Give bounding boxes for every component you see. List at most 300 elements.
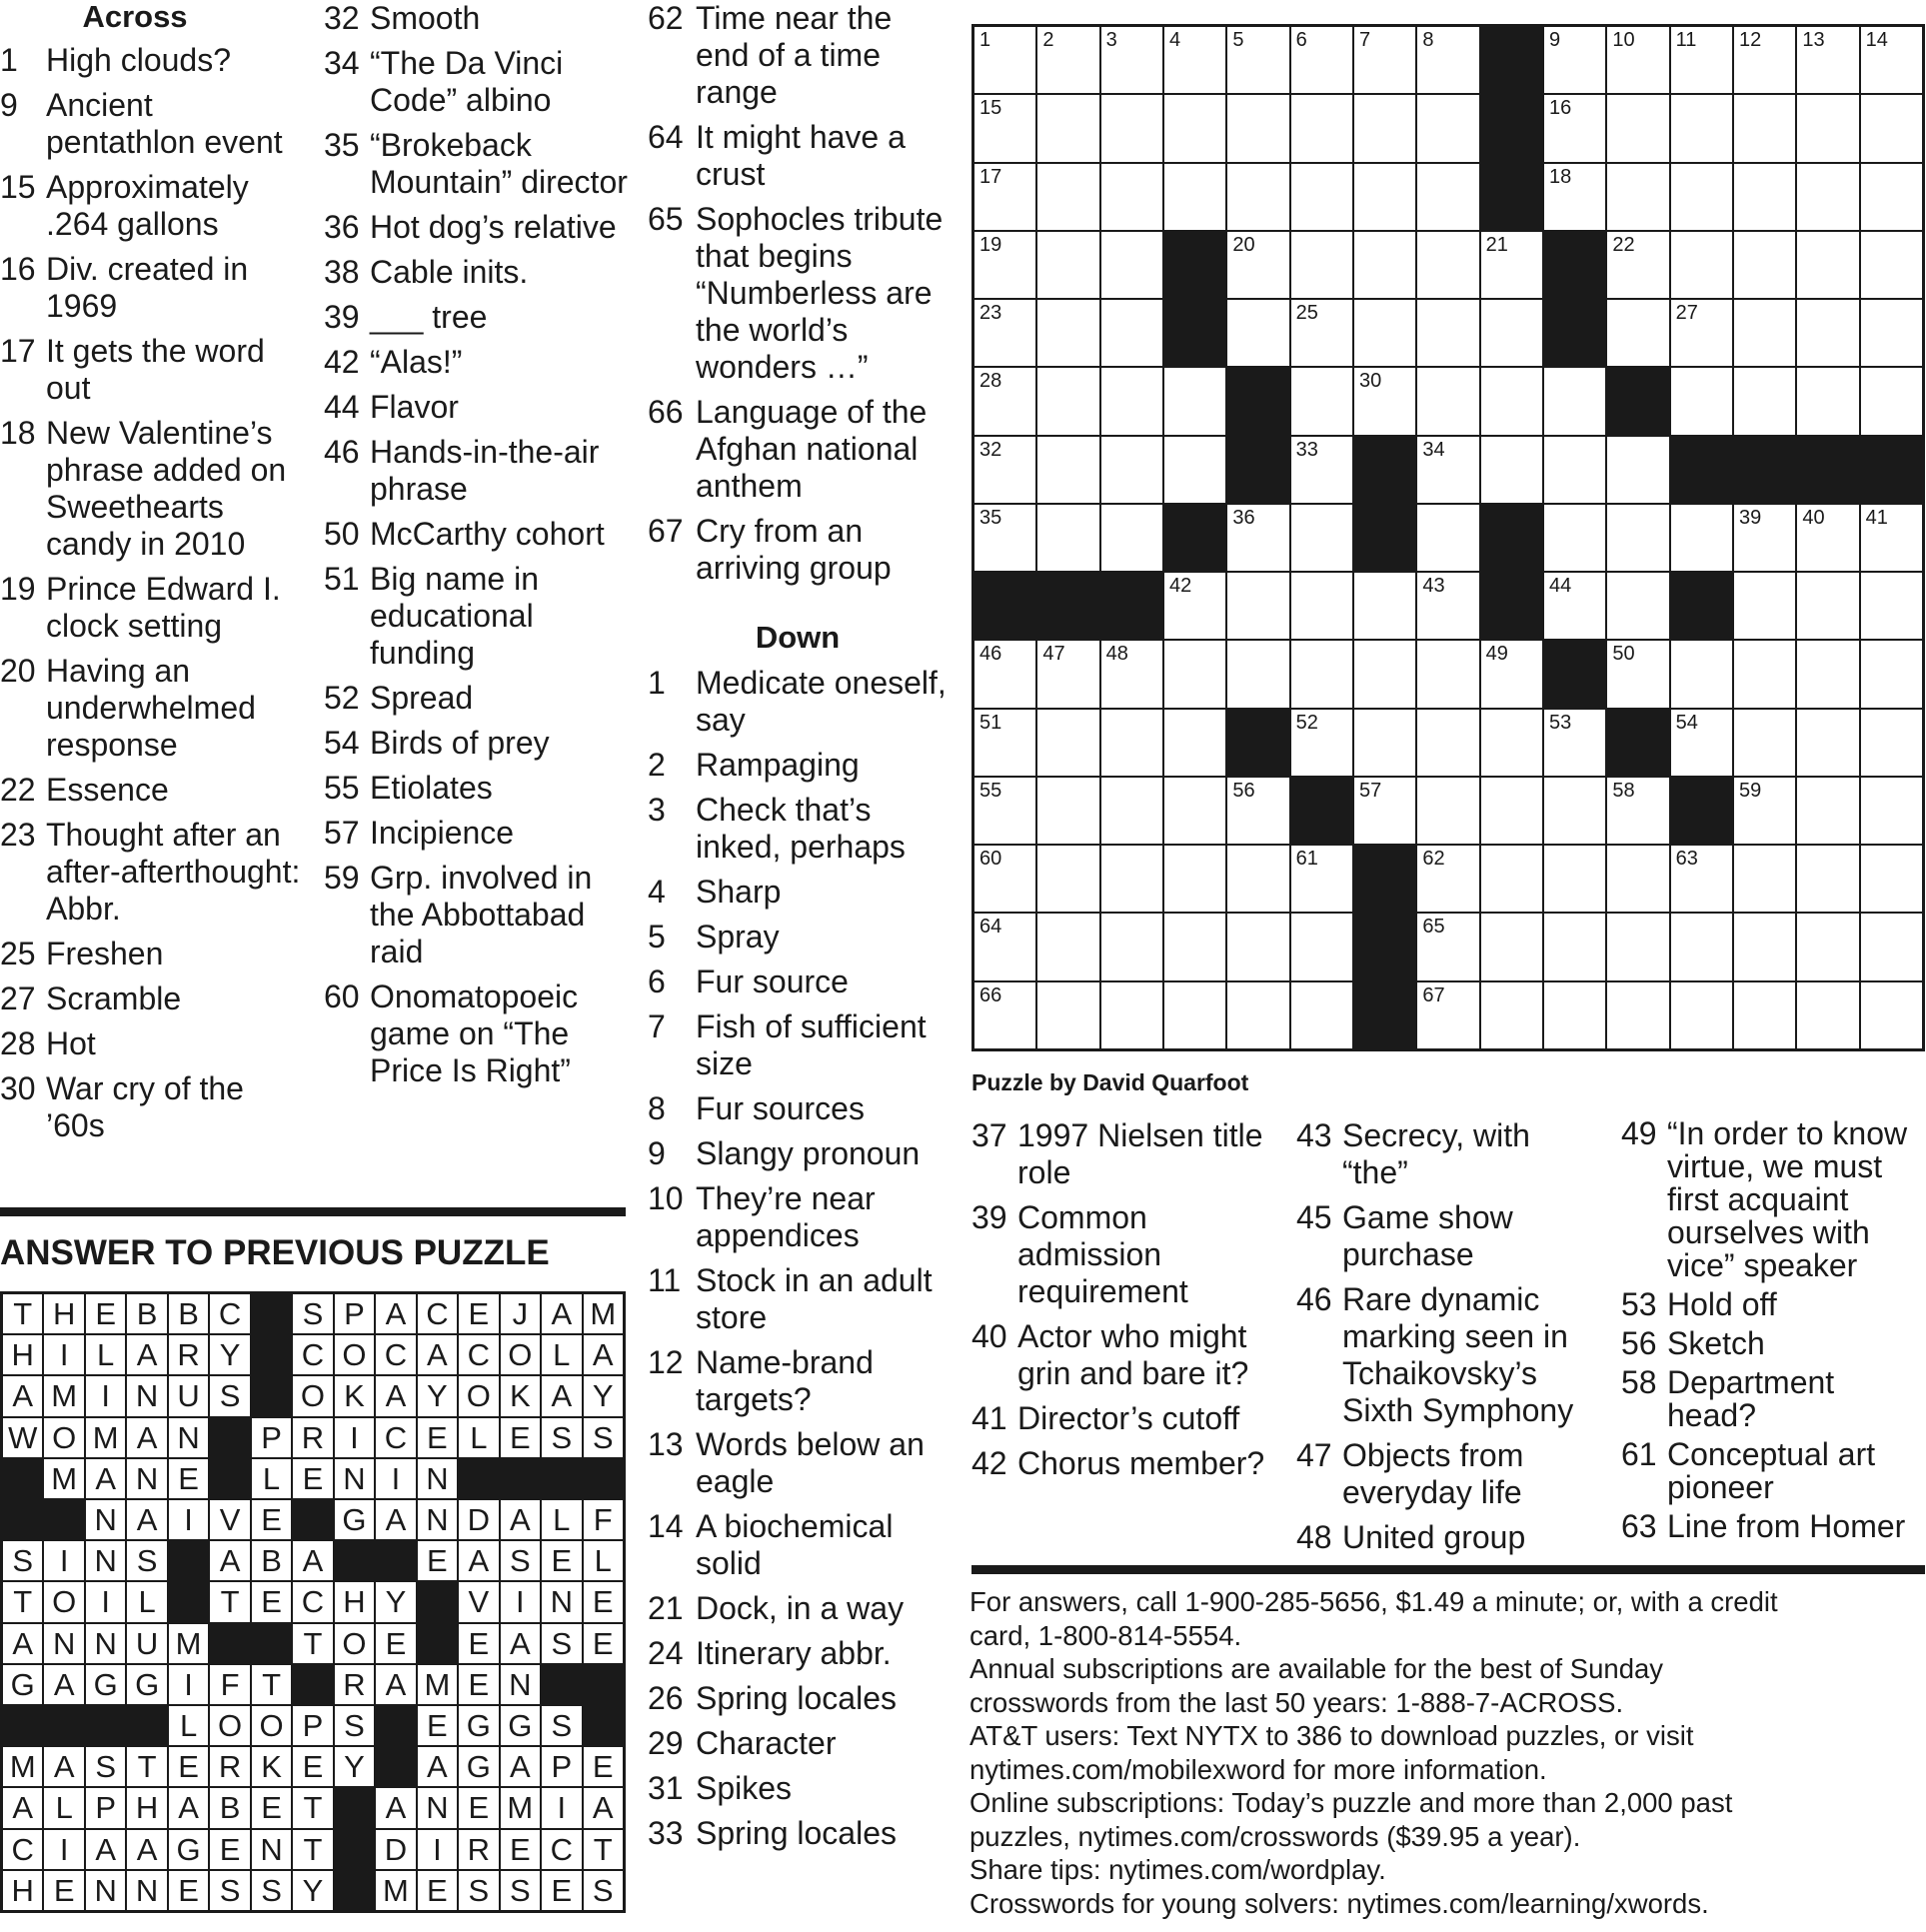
across-clue — [0, 87, 305, 161]
answer-letter: R — [168, 1334, 209, 1375]
crossword-cell[interactable] — [1606, 572, 1669, 640]
cell-number: 58 — [1612, 779, 1635, 802]
crossword-cell[interactable] — [1100, 777, 1163, 845]
crossword-cell[interactable] — [973, 163, 1036, 231]
crossword-cell[interactable] — [1543, 94, 1606, 162]
down-clue — [648, 1008, 948, 1082]
crossword-cell[interactable] — [1226, 572, 1289, 640]
clue-text: Secrecy, with “the” — [1342, 1117, 1530, 1190]
crossword-cell[interactable] — [1416, 367, 1479, 435]
clue-number: 23 — [0, 817, 36, 853]
crossword-cell[interactable] — [1416, 299, 1479, 367]
crossword-cell[interactable] — [1353, 163, 1416, 231]
clue-number: 46 — [1296, 1281, 1332, 1317]
answer-letter: N — [85, 1540, 126, 1581]
across-heading: Across — [82, 0, 188, 34]
clue-number: 36 — [324, 209, 360, 245]
down-clue — [1621, 1366, 1926, 1432]
crossword-cell[interactable] — [973, 640, 1036, 708]
crossword-cell[interactable] — [1543, 26, 1606, 94]
crossword-cell[interactable] — [1163, 709, 1226, 777]
crossword-cell[interactable] — [1733, 913, 1796, 980]
answer-letter: I — [417, 1829, 458, 1870]
crossword-cell[interactable] — [1796, 504, 1859, 572]
answer-letter: B — [168, 1293, 209, 1334]
crossword-cell[interactable] — [1100, 981, 1163, 1049]
crossword-cell[interactable] — [1226, 913, 1289, 980]
crossword-cell[interactable] — [1796, 709, 1859, 777]
down-clue — [1621, 1288, 1926, 1321]
answer-letter: N — [85, 1499, 126, 1540]
crossword-cell[interactable] — [1480, 845, 1543, 913]
crossword-cell[interactable] — [1860, 26, 1923, 94]
crossword-cell[interactable] — [1416, 913, 1479, 980]
crossword-cell[interactable] — [1606, 231, 1669, 299]
crossword-cell[interactable] — [1670, 845, 1733, 913]
cell-number: 12 — [1738, 29, 1762, 51]
crossword-cell[interactable] — [1163, 981, 1226, 1049]
crossword-cell[interactable] — [1290, 231, 1353, 299]
crossword-cell[interactable] — [1670, 913, 1733, 980]
crossword-cell[interactable] — [1860, 231, 1923, 299]
crossword-cell[interactable] — [1796, 640, 1859, 708]
crossword-cell[interactable] — [1860, 640, 1923, 708]
crossword-cell[interactable] — [973, 709, 1036, 777]
crossword-cell[interactable] — [1860, 913, 1923, 980]
crossword-cell[interactable] — [1036, 436, 1099, 504]
clue-text: Spread — [370, 680, 474, 716]
crossword-cell[interactable] — [1860, 845, 1923, 913]
crossword-cell[interactable] — [1163, 572, 1226, 640]
crossword-cell[interactable] — [1733, 777, 1796, 845]
crossword-cell[interactable] — [1480, 981, 1543, 1049]
crossword-cell[interactable] — [1416, 640, 1479, 708]
cell-number: 8 — [1422, 29, 1434, 51]
crossword-cell[interactable] — [973, 913, 1036, 980]
clue-number: 5 — [648, 919, 666, 955]
crossword-cell[interactable] — [1036, 367, 1099, 435]
crossword-cell[interactable] — [1036, 777, 1099, 845]
clue-text: Rare dynamic marking seen in Tchaikovsky’s Sixth Symphony — [1342, 1281, 1574, 1428]
crossword-cell[interactable] — [1290, 845, 1353, 913]
across-clue — [0, 653, 305, 764]
crossword-cell[interactable] — [1353, 367, 1416, 435]
crossword-cell[interactable] — [1480, 913, 1543, 980]
crossword-cell[interactable] — [1733, 504, 1796, 572]
clue-text: Line from Homer — [1667, 1508, 1906, 1544]
crossword-cell[interactable] — [1733, 26, 1796, 94]
down-clue — [648, 874, 948, 911]
clue-text: Hot dog’s relative — [370, 209, 617, 245]
crossword-cell[interactable] — [1226, 777, 1289, 845]
crossword-cell[interactable] — [973, 299, 1036, 367]
crossword-cell[interactable] — [1290, 163, 1353, 231]
clue-text: Scramble — [46, 980, 182, 1016]
crossword-cell[interactable] — [1606, 845, 1669, 913]
crossword-cell[interactable] — [973, 777, 1036, 845]
crossword-cell[interactable] — [1796, 94, 1859, 162]
crossword-cell[interactable] — [1606, 640, 1669, 708]
answer-black-square — [209, 1417, 250, 1458]
crossword-cell[interactable] — [1290, 299, 1353, 367]
answer-letter: Y — [334, 1746, 375, 1787]
crossword-cell[interactable] — [1796, 26, 1859, 94]
clue-text: War cry of the ’60s — [46, 1070, 244, 1143]
clue-text: Freshen — [46, 936, 164, 971]
answer-black-square — [583, 1458, 624, 1499]
crossword-cell[interactable] — [1543, 913, 1606, 980]
crossword-cell[interactable] — [1100, 504, 1163, 572]
crossword-cell[interactable] — [1796, 231, 1859, 299]
crossword-cell[interactable] — [1036, 981, 1099, 1049]
crossword-cell[interactable] — [1290, 709, 1353, 777]
crossword-cell[interactable] — [1733, 367, 1796, 435]
black-square — [1226, 709, 1289, 777]
crossword-cell[interactable] — [1163, 436, 1226, 504]
clue-text: Ancient pentathlon event — [46, 87, 283, 160]
answer-black-square — [541, 1458, 582, 1499]
crossword-cell[interactable] — [1163, 26, 1226, 94]
crossword-cell[interactable] — [1543, 981, 1606, 1049]
crossword-cell[interactable] — [1860, 163, 1923, 231]
answer-letter: R — [458, 1829, 499, 1870]
answer-letter: R — [292, 1417, 333, 1458]
crossword-cell[interactable] — [973, 367, 1036, 435]
crossword-cell[interactable] — [1290, 504, 1353, 572]
clue-text: Cable inits. — [370, 254, 529, 290]
answer-black-square — [334, 1870, 375, 1911]
cell-number: 33 — [1295, 438, 1318, 461]
crossword-cell[interactable] — [1480, 299, 1543, 367]
crossword-cell[interactable] — [1733, 640, 1796, 708]
crossword-cell[interactable] — [1100, 163, 1163, 231]
crossword-cell[interactable] — [1353, 299, 1416, 367]
crossword-cell[interactable] — [1353, 709, 1416, 777]
clue-text: Director’s cutoff — [1017, 1400, 1240, 1436]
answer-letter: C — [541, 1829, 582, 1870]
crossword-cell[interactable] — [1163, 367, 1226, 435]
answer-letter: G — [2, 1664, 43, 1705]
black-square — [1606, 709, 1669, 777]
crossword-cell[interactable] — [1606, 981, 1669, 1049]
crossword-cell[interactable] — [1036, 94, 1099, 162]
crossword-cell[interactable] — [1543, 845, 1606, 913]
crossword-cell[interactable] — [1036, 913, 1099, 980]
answer-letter: D — [375, 1829, 416, 1870]
clue-text: McCarthy cohort — [370, 516, 605, 552]
crossword-cell[interactable] — [1606, 299, 1669, 367]
crossword-cell[interactable] — [1416, 504, 1479, 572]
crossword-cell[interactable] — [1226, 981, 1289, 1049]
crossword-cell[interactable] — [1796, 299, 1859, 367]
clue-text: Hold off — [1667, 1286, 1777, 1322]
clue-text: Name-brand targets? — [696, 1344, 874, 1417]
clue-text: Conceptual art pioneer — [1667, 1436, 1876, 1505]
crossword-cell[interactable] — [1606, 504, 1669, 572]
answer-letter: A — [126, 1499, 167, 1540]
crossword-cell[interactable] — [1480, 436, 1543, 504]
answer-letter: E — [168, 1746, 209, 1787]
crossword-cell[interactable] — [1543, 572, 1606, 640]
crossword-cell[interactable] — [1036, 163, 1099, 231]
crossword-cell[interactable] — [1100, 231, 1163, 299]
answer-black-square — [334, 1540, 375, 1581]
crossword-cell[interactable] — [1353, 640, 1416, 708]
clue-text: Game show purchase — [1342, 1199, 1513, 1272]
crossword-cell[interactable] — [1100, 367, 1163, 435]
crossword-cell[interactable] — [1036, 845, 1099, 913]
crossword-cell[interactable] — [1416, 709, 1479, 777]
crossword-cell[interactable] — [1100, 640, 1163, 708]
crossword-grid[interactable] — [971, 24, 1925, 1051]
crossword-cell[interactable] — [1480, 777, 1543, 845]
clue-number: 64 — [648, 119, 684, 155]
crossword-cell[interactable] — [1860, 981, 1923, 1049]
crossword-cell[interactable] — [1163, 640, 1226, 708]
crossword-cell[interactable] — [1353, 572, 1416, 640]
crossword-cell[interactable] — [1163, 913, 1226, 980]
crossword-cell[interactable] — [1796, 845, 1859, 913]
crossword-cell[interactable] — [1796, 913, 1859, 980]
crossword-cell[interactable] — [1416, 436, 1479, 504]
crossword-cell[interactable] — [1733, 709, 1796, 777]
crossword-cell[interactable] — [1796, 572, 1859, 640]
crossword-cell[interactable] — [1290, 367, 1353, 435]
crossword-cell[interactable] — [1480, 709, 1543, 777]
crossword-cell[interactable] — [973, 845, 1036, 913]
clue-number: 57 — [324, 815, 360, 851]
crossword-cell[interactable] — [1670, 640, 1733, 708]
answer-letter: J — [500, 1293, 541, 1334]
crossword-cell[interactable] — [1036, 231, 1099, 299]
crossword-cell[interactable] — [1100, 94, 1163, 162]
crossword-cell[interactable] — [1416, 981, 1479, 1049]
footer-line: nytimes.com/mobilexword for more information. — [969, 1753, 1547, 1785]
clue-text: Stock in an adult store — [696, 1262, 933, 1335]
answer-letter: P — [292, 1705, 333, 1746]
answer-black-square — [251, 1293, 292, 1334]
crossword-cell[interactable] — [1733, 231, 1796, 299]
crossword-cell[interactable] — [1163, 777, 1226, 845]
clue-number: 18 — [0, 415, 36, 451]
crossword-cell[interactable] — [1353, 231, 1416, 299]
crossword-cell[interactable] — [1416, 94, 1479, 162]
crossword-cell[interactable] — [1416, 163, 1479, 231]
cell-number: 47 — [1042, 643, 1065, 666]
crossword-cell[interactable] — [1733, 299, 1796, 367]
crossword-cell[interactable] — [1226, 845, 1289, 913]
crossword-cell[interactable] — [1353, 26, 1416, 94]
down-clue — [648, 1262, 948, 1336]
crossword-cell[interactable] — [1290, 94, 1353, 162]
answer-letter: A — [2, 1787, 43, 1828]
across-clue — [648, 119, 948, 193]
crossword-cell[interactable] — [1036, 26, 1099, 94]
crossword-cell[interactable] — [1670, 231, 1733, 299]
crossword-cell[interactable] — [1163, 94, 1226, 162]
crossword-cell[interactable] — [1100, 26, 1163, 94]
crossword-cell[interactable] — [973, 436, 1036, 504]
clue-number: 10 — [648, 1180, 684, 1216]
down-clue — [1621, 1117, 1926, 1282]
clue-number: 38 — [324, 254, 360, 290]
crossword-cell[interactable] — [1226, 504, 1289, 572]
answer-black-square — [417, 1581, 458, 1622]
crossword-cell[interactable] — [1670, 163, 1733, 231]
answer-letter: S — [583, 1870, 624, 1911]
crossword-cell[interactable] — [1670, 504, 1733, 572]
crossword-cell[interactable] — [973, 94, 1036, 162]
clue-number: 1 — [648, 665, 666, 701]
crossword-cell[interactable] — [1416, 572, 1479, 640]
crossword-cell[interactable] — [1606, 777, 1669, 845]
clue-number: 47 — [1296, 1437, 1332, 1473]
answer-letter: T — [209, 1581, 250, 1622]
crossword-cell[interactable] — [1480, 640, 1543, 708]
clue-number: 9 — [648, 1135, 666, 1171]
crossword-cell[interactable] — [1796, 777, 1859, 845]
cell-number: 27 — [1675, 302, 1698, 325]
crossword-cell[interactable] — [1796, 163, 1859, 231]
crossword-cell[interactable] — [1670, 367, 1733, 435]
crossword-cell[interactable] — [1226, 299, 1289, 367]
crossword-cell[interactable] — [1606, 26, 1669, 94]
clue-text: Department head? — [1667, 1364, 1835, 1433]
crossword-cell[interactable] — [1606, 436, 1669, 504]
crossword-cell[interactable] — [1416, 231, 1479, 299]
crossword-cell[interactable] — [973, 504, 1036, 572]
crossword-cell[interactable] — [1353, 777, 1416, 845]
down-clue — [971, 1199, 1271, 1310]
crossword-cell[interactable] — [1100, 709, 1163, 777]
crossword-cell[interactable] — [1860, 777, 1923, 845]
across-clue — [324, 389, 634, 426]
crossword-cell[interactable] — [973, 981, 1036, 1049]
crossword-cell[interactable] — [1226, 94, 1289, 162]
answer-letter: O — [209, 1705, 250, 1746]
across-clue — [324, 299, 634, 336]
answer-letter: W — [2, 1417, 43, 1458]
clue-text: Rampaging — [696, 747, 860, 783]
crossword-cell[interactable] — [1480, 367, 1543, 435]
crossword-cell[interactable] — [1100, 913, 1163, 980]
crossword-cell[interactable] — [1543, 436, 1606, 504]
crossword-cell[interactable] — [1036, 299, 1099, 367]
answer-letter: E — [43, 1870, 84, 1911]
crossword-cell[interactable] — [1543, 504, 1606, 572]
crossword-cell[interactable] — [1860, 94, 1923, 162]
footer-line: card, 1-800-814-5554. — [969, 1619, 1242, 1651]
crossword-cell[interactable] — [1290, 572, 1353, 640]
crossword-cell[interactable] — [1226, 640, 1289, 708]
answer-letter: N — [334, 1458, 375, 1499]
crossword-cell[interactable] — [1290, 913, 1353, 980]
crossword-cell[interactable] — [1290, 26, 1353, 94]
crossword-cell[interactable] — [1796, 367, 1859, 435]
answer-letter: M — [583, 1293, 624, 1334]
answer-letter: A — [375, 1293, 416, 1334]
previous-answer-grid — [0, 1291, 626, 1913]
crossword-cell[interactable] — [1290, 981, 1353, 1049]
crossword-cell[interactable] — [1036, 709, 1099, 777]
crossword-cell[interactable] — [1543, 709, 1606, 777]
crossword-cell[interactable] — [1670, 26, 1733, 94]
crossword-cell[interactable] — [1543, 367, 1606, 435]
crossword-cell[interactable] — [1606, 913, 1669, 980]
crossword-cell[interactable] — [1670, 981, 1733, 1049]
crossword-cell[interactable] — [1606, 163, 1669, 231]
crossword-cell[interactable] — [1416, 777, 1479, 845]
crossword-cell[interactable] — [1860, 572, 1923, 640]
crossword-cell[interactable] — [1860, 709, 1923, 777]
crossword-cell[interactable] — [1163, 845, 1226, 913]
cell-number: 4 — [1168, 29, 1181, 51]
crossword-cell[interactable] — [1290, 436, 1353, 504]
crossword-cell[interactable] — [1860, 299, 1923, 367]
answer-letter: C — [2, 1829, 43, 1870]
answer-letter: C — [209, 1293, 250, 1334]
crossword-cell[interactable] — [1036, 640, 1099, 708]
black-square — [1353, 504, 1416, 572]
across-clue — [324, 561, 634, 672]
clue-text: It gets the word out — [46, 333, 265, 406]
crossword-cell[interactable] — [1860, 367, 1923, 435]
crossword-cell[interactable] — [973, 231, 1036, 299]
crossword-cell[interactable] — [1543, 163, 1606, 231]
crossword-cell[interactable] — [1606, 94, 1669, 162]
answer-letter: A — [375, 1787, 416, 1828]
clue-text: Spring locales — [696, 1815, 897, 1851]
crossword-cell[interactable] — [1036, 504, 1099, 572]
crossword-cell[interactable] — [1226, 26, 1289, 94]
crossword-cell[interactable] — [1416, 26, 1479, 94]
crossword-cell[interactable] — [1670, 94, 1733, 162]
crossword-cell[interactable] — [1353, 94, 1416, 162]
clue-text: United group — [1342, 1519, 1526, 1555]
crossword-cell[interactable] — [1226, 163, 1289, 231]
across-column-2 — [324, 0, 634, 1097]
crossword-cell[interactable] — [1100, 436, 1163, 504]
clue-number: 45 — [1296, 1199, 1332, 1235]
crossword-cell[interactable] — [1860, 504, 1923, 572]
clue-number: 59 — [324, 860, 360, 896]
crossword-cell[interactable] — [1733, 981, 1796, 1049]
crossword-cell[interactable] — [1100, 845, 1163, 913]
crossword-cell[interactable] — [1733, 845, 1796, 913]
answer-letter: P — [85, 1787, 126, 1828]
crossword-cell[interactable] — [1733, 163, 1796, 231]
crossword-cell[interactable] — [1796, 981, 1859, 1049]
crossword-cell[interactable] — [1163, 163, 1226, 231]
clue-text: “Brokeback Mountain” director — [370, 127, 628, 200]
crossword-cell[interactable] — [973, 26, 1036, 94]
crossword-cell[interactable] — [1733, 94, 1796, 162]
clue-number: 52 — [324, 680, 360, 716]
crossword-cell[interactable] — [1480, 231, 1543, 299]
crossword-cell[interactable] — [1670, 299, 1733, 367]
cell-number: 67 — [1422, 983, 1445, 1006]
answer-black-square — [292, 1499, 333, 1540]
crossword-cell[interactable] — [1543, 777, 1606, 845]
crossword-cell[interactable] — [1290, 640, 1353, 708]
answer-letter: S — [541, 1705, 582, 1746]
crossword-cell[interactable] — [1670, 709, 1733, 777]
crossword-cell[interactable] — [1100, 299, 1163, 367]
crossword-cell[interactable] — [1226, 231, 1289, 299]
clue-text: “Alas!” — [370, 344, 463, 380]
crossword-cell[interactable] — [1733, 572, 1796, 640]
crossword-cell[interactable] — [1416, 845, 1479, 913]
